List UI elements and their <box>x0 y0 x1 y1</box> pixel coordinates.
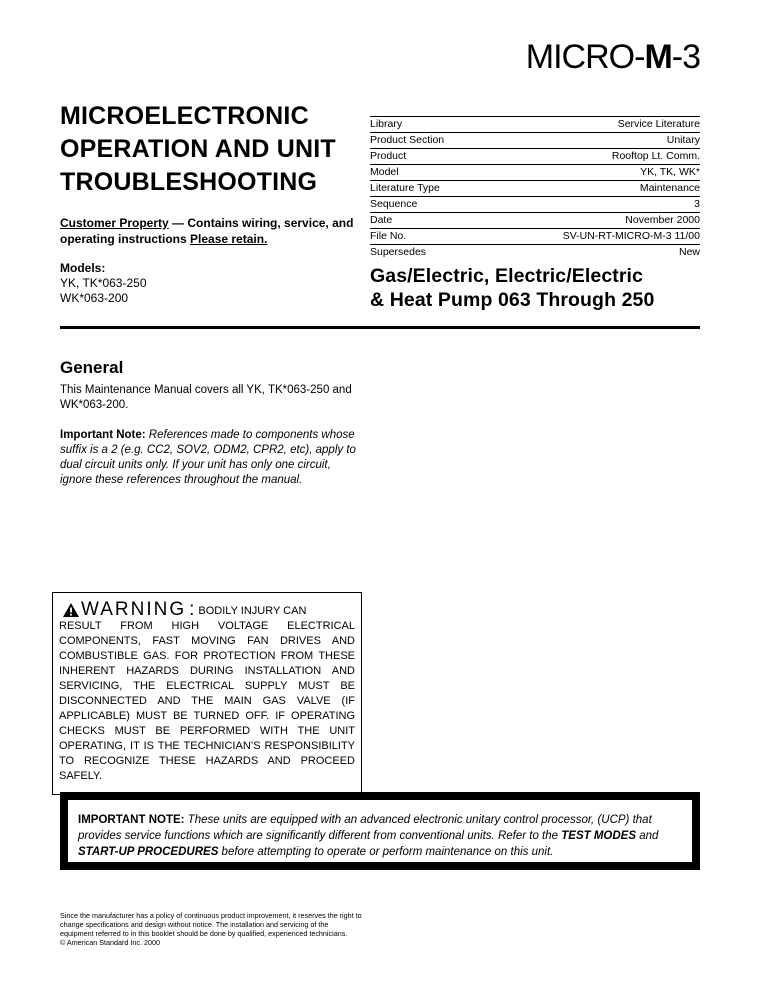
warning-lead: BODILY INJURY CAN <box>198 605 307 617</box>
meta-label: Product Section <box>370 133 486 149</box>
please-retain: Please retain. <box>190 232 268 246</box>
table-row <box>370 197 700 213</box>
footer-line-3: equipment referred to in this booklet should be done by qualified, experienced technicians. <box>60 929 348 938</box>
footer-line-2: change specifications and design without notice. The installation and servicing of the <box>60 920 329 929</box>
warning-text: RESULT FROM HIGH VOLTAGE ELECTRICAL COMPONENTS, FAST MOVING FAN DRIVES AND COMBUSTIBLE GAS. FOR PROTECTION FROM THESE INHERENT HAZARDS DURING INSTALLATION AND SERVICING, THE ELECTRICAL SUPPLY MUST BE DISCONNECTED AND THE MAIN GAS VALVE (IF APPLICABLE) MUST BE TURNED OFF. IF OPERATING CHECKS MUST BE PERFORMED WITH THE UNIT OPERATING, IT IS THE TECHNICIAN’S RESPONSIBILITY TO RECOGNIZE THESE HAZARDS AND PROCEED SAFELY. <box>59 620 355 782</box>
footer-disclaimer <box>60 911 390 947</box>
important-note-text-1: These units are equipped with an advanced electronic unitary control processor, (UCP) that provides service functions which are significantly different from conventional units. Refer to the <box>78 814 652 842</box>
main-title <box>60 100 360 199</box>
meta-value: Unitary <box>486 133 700 149</box>
customer-property-text: — Contains wiring, service, and operating instructions <box>60 216 354 246</box>
meta-value: YK, TK, WK* <box>486 165 700 181</box>
table-row <box>370 133 700 149</box>
subtitle-line-1: Gas/Electric, Electric/Electric <box>370 265 644 287</box>
title-line-1: MICROELECTRONIC <box>60 102 309 130</box>
table-row <box>370 181 700 197</box>
footer-line-1: Since the manufacturer has a policy of continuous product improvement, it reserves the right to <box>60 911 362 920</box>
meta-label: Model <box>370 165 486 181</box>
warning-header: WARNING : BODILY INJURY CAN <box>59 600 355 619</box>
models-block <box>60 261 320 306</box>
meta-label: Library <box>370 117 486 133</box>
models-heading: Models: <box>60 261 106 275</box>
document-code <box>526 38 700 77</box>
models-line-1: YK, TK*063-250 <box>60 276 147 290</box>
warning-word: WARNING <box>81 599 187 620</box>
important-note-text-3: before attempting to operate or perform maintenance on this unit. <box>218 846 554 858</box>
table-row <box>370 165 700 181</box>
header-divider <box>60 326 700 329</box>
general-text: This Maintenance Manual covers all YK, TK*063-250 and WK*063-200. <box>60 384 352 411</box>
copyright: © American Standard Inc. 2000 <box>60 938 160 947</box>
table-row <box>370 149 700 165</box>
meta-label: Supersedes <box>370 245 486 261</box>
doc-code-bold: M <box>644 38 672 76</box>
meta-label: Sequence <box>370 197 486 213</box>
start-up-procedures-ref: START-UP PROCEDURES <box>78 846 219 858</box>
meta-value: New <box>486 245 700 261</box>
important-note-text-2: and <box>636 830 659 842</box>
important-note-box <box>60 792 700 870</box>
meta-label: Date <box>370 213 486 229</box>
meta-value: November 2000 <box>486 213 700 229</box>
meta-value: Maintenance <box>486 181 700 197</box>
important-note-label: Important Note: <box>60 429 146 441</box>
table-row <box>370 213 700 229</box>
meta-value: Service Literature <box>486 117 700 133</box>
title-line-3: TROUBLESHOOTING <box>60 168 318 196</box>
meta-value: SV-UN-RT-MICRO-M-3 11/00 <box>486 229 700 245</box>
table-row <box>370 117 700 133</box>
warning-box <box>52 592 362 795</box>
important-note-text: References made to components whose suffix is a 2 (e.g. CC2, SOV2, ODM2, CPR2, etc), apply to dual circuit units only. If your unit has only one circuit, ignore these references throughout the manual. <box>60 429 356 486</box>
doc-code-suffix: -3 <box>671 38 700 76</box>
table-row <box>370 229 700 245</box>
test-modes-ref: TEST MODES <box>561 830 637 842</box>
customer-property-note <box>60 215 360 247</box>
customer-property-label: Customer Property <box>60 216 169 230</box>
subtitle-line-2: & Heat Pump 063 Through 250 <box>370 289 655 311</box>
warning-triangle-icon <box>63 603 79 617</box>
meta-label: Product <box>370 149 486 165</box>
literature-info-table <box>370 116 700 260</box>
meta-label: Literature Type <box>370 181 486 197</box>
title-line-2: OPERATION AND UNIT <box>60 135 336 163</box>
table-row <box>370 245 700 261</box>
product-subtitle <box>370 264 700 312</box>
meta-value: Rooftop Lt. Comm. <box>486 149 700 165</box>
meta-label: File No. <box>370 229 486 245</box>
section-heading-general: General <box>60 358 124 377</box>
important-note-components <box>60 428 360 488</box>
meta-value: 3 <box>486 197 700 213</box>
important-note-box-label: IMPORTANT NOTE: <box>78 814 185 826</box>
models-line-2: WK*063-200 <box>60 291 129 305</box>
doc-code-prefix: MICRO- <box>525 38 645 76</box>
